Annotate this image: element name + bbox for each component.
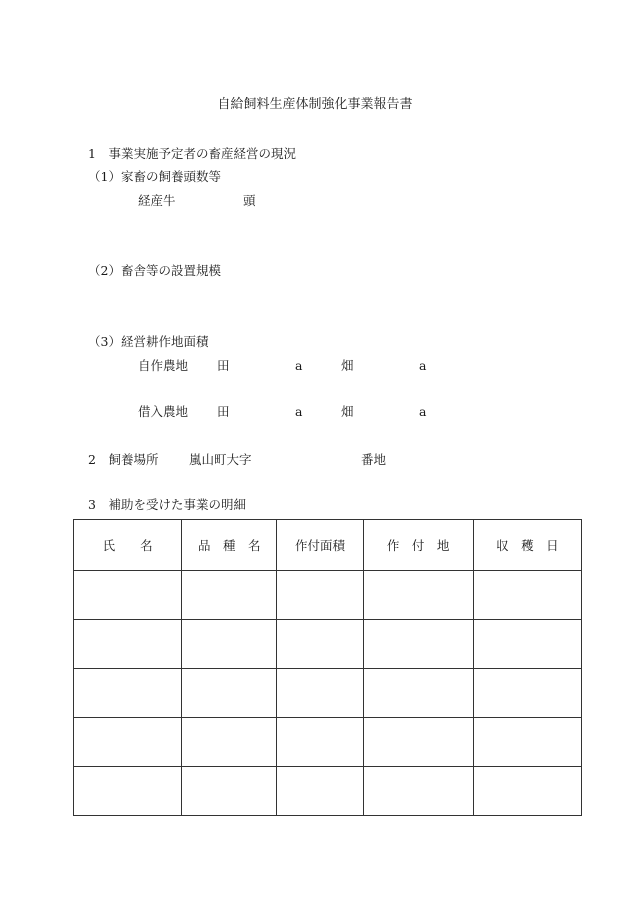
table-header-row — [74, 520, 582, 571]
table-row — [74, 571, 582, 620]
table-cell[interactable] — [473, 767, 581, 816]
location-suffix: 番地 — [361, 452, 387, 467]
table-cell[interactable] — [363, 571, 473, 620]
livestock-unit: 頭 — [243, 193, 256, 208]
table-cell[interactable] — [363, 669, 473, 718]
field-label: 畑 — [341, 404, 354, 419]
table-row — [74, 620, 582, 669]
header-variety: 品 種 名 — [182, 520, 277, 571]
table-cell[interactable] — [363, 767, 473, 816]
table-cell[interactable] — [277, 620, 363, 669]
table-cell[interactable] — [182, 718, 277, 767]
table-cell[interactable] — [277, 571, 363, 620]
field-unit: a — [419, 404, 427, 419]
table-cell[interactable] — [473, 669, 581, 718]
document-title: 自給飼料生産体制強化事業報告書 — [217, 97, 413, 112]
section-3-heading: 3 補助を受けた事業の明細 — [88, 497, 246, 512]
table-cell[interactable] — [363, 620, 473, 669]
header-location: 作 付 地 — [363, 520, 473, 571]
table-cell[interactable] — [473, 571, 581, 620]
table-cell[interactable] — [277, 718, 363, 767]
table-cell[interactable] — [74, 620, 182, 669]
table-cell[interactable] — [473, 620, 581, 669]
table-cell[interactable] — [74, 767, 182, 816]
detail-table — [73, 519, 582, 816]
table-cell[interactable] — [363, 718, 473, 767]
table-cell[interactable] — [74, 669, 182, 718]
section-1-heading: 1 事業実施予定者の畜産経営の現況 — [88, 146, 296, 161]
header-name: 氏 名 — [74, 520, 182, 571]
table-row — [74, 767, 582, 816]
paddy-unit: a — [295, 358, 303, 373]
livestock-item-label: 経産牛 — [138, 193, 176, 208]
table-cell[interactable] — [182, 767, 277, 816]
farmland-label: 借入農地 — [138, 404, 189, 419]
table-cell[interactable] — [277, 767, 363, 816]
location-place: 嵐山町大字 — [189, 452, 252, 467]
table-cell[interactable] — [473, 718, 581, 767]
field-label: 畑 — [341, 358, 354, 373]
table-cell[interactable] — [74, 571, 182, 620]
table-cell[interactable] — [182, 620, 277, 669]
header-area: 作付面積 — [277, 520, 363, 571]
subsection-2-heading: （2）畜舎等の設置規模 — [88, 263, 221, 278]
section-2-heading: 2 飼養場所 — [88, 452, 159, 467]
subsection-1-heading: （1）家畜の飼養頭数等 — [88, 169, 221, 184]
field-unit: a — [419, 358, 427, 373]
table-cell[interactable] — [182, 571, 277, 620]
table-row — [74, 718, 582, 767]
table-cell[interactable] — [74, 718, 182, 767]
table-cell[interactable] — [277, 669, 363, 718]
table-row — [74, 669, 582, 718]
header-harvest-date: 収 穫 日 — [473, 520, 581, 571]
paddy-label: 田 — [217, 358, 230, 373]
table-cell[interactable] — [182, 669, 277, 718]
paddy-unit: a — [295, 404, 303, 419]
paddy-label: 田 — [217, 404, 230, 419]
farmland-label: 自作農地 — [138, 358, 189, 373]
subsection-3-heading: （3）経営耕作地面積 — [88, 334, 209, 349]
